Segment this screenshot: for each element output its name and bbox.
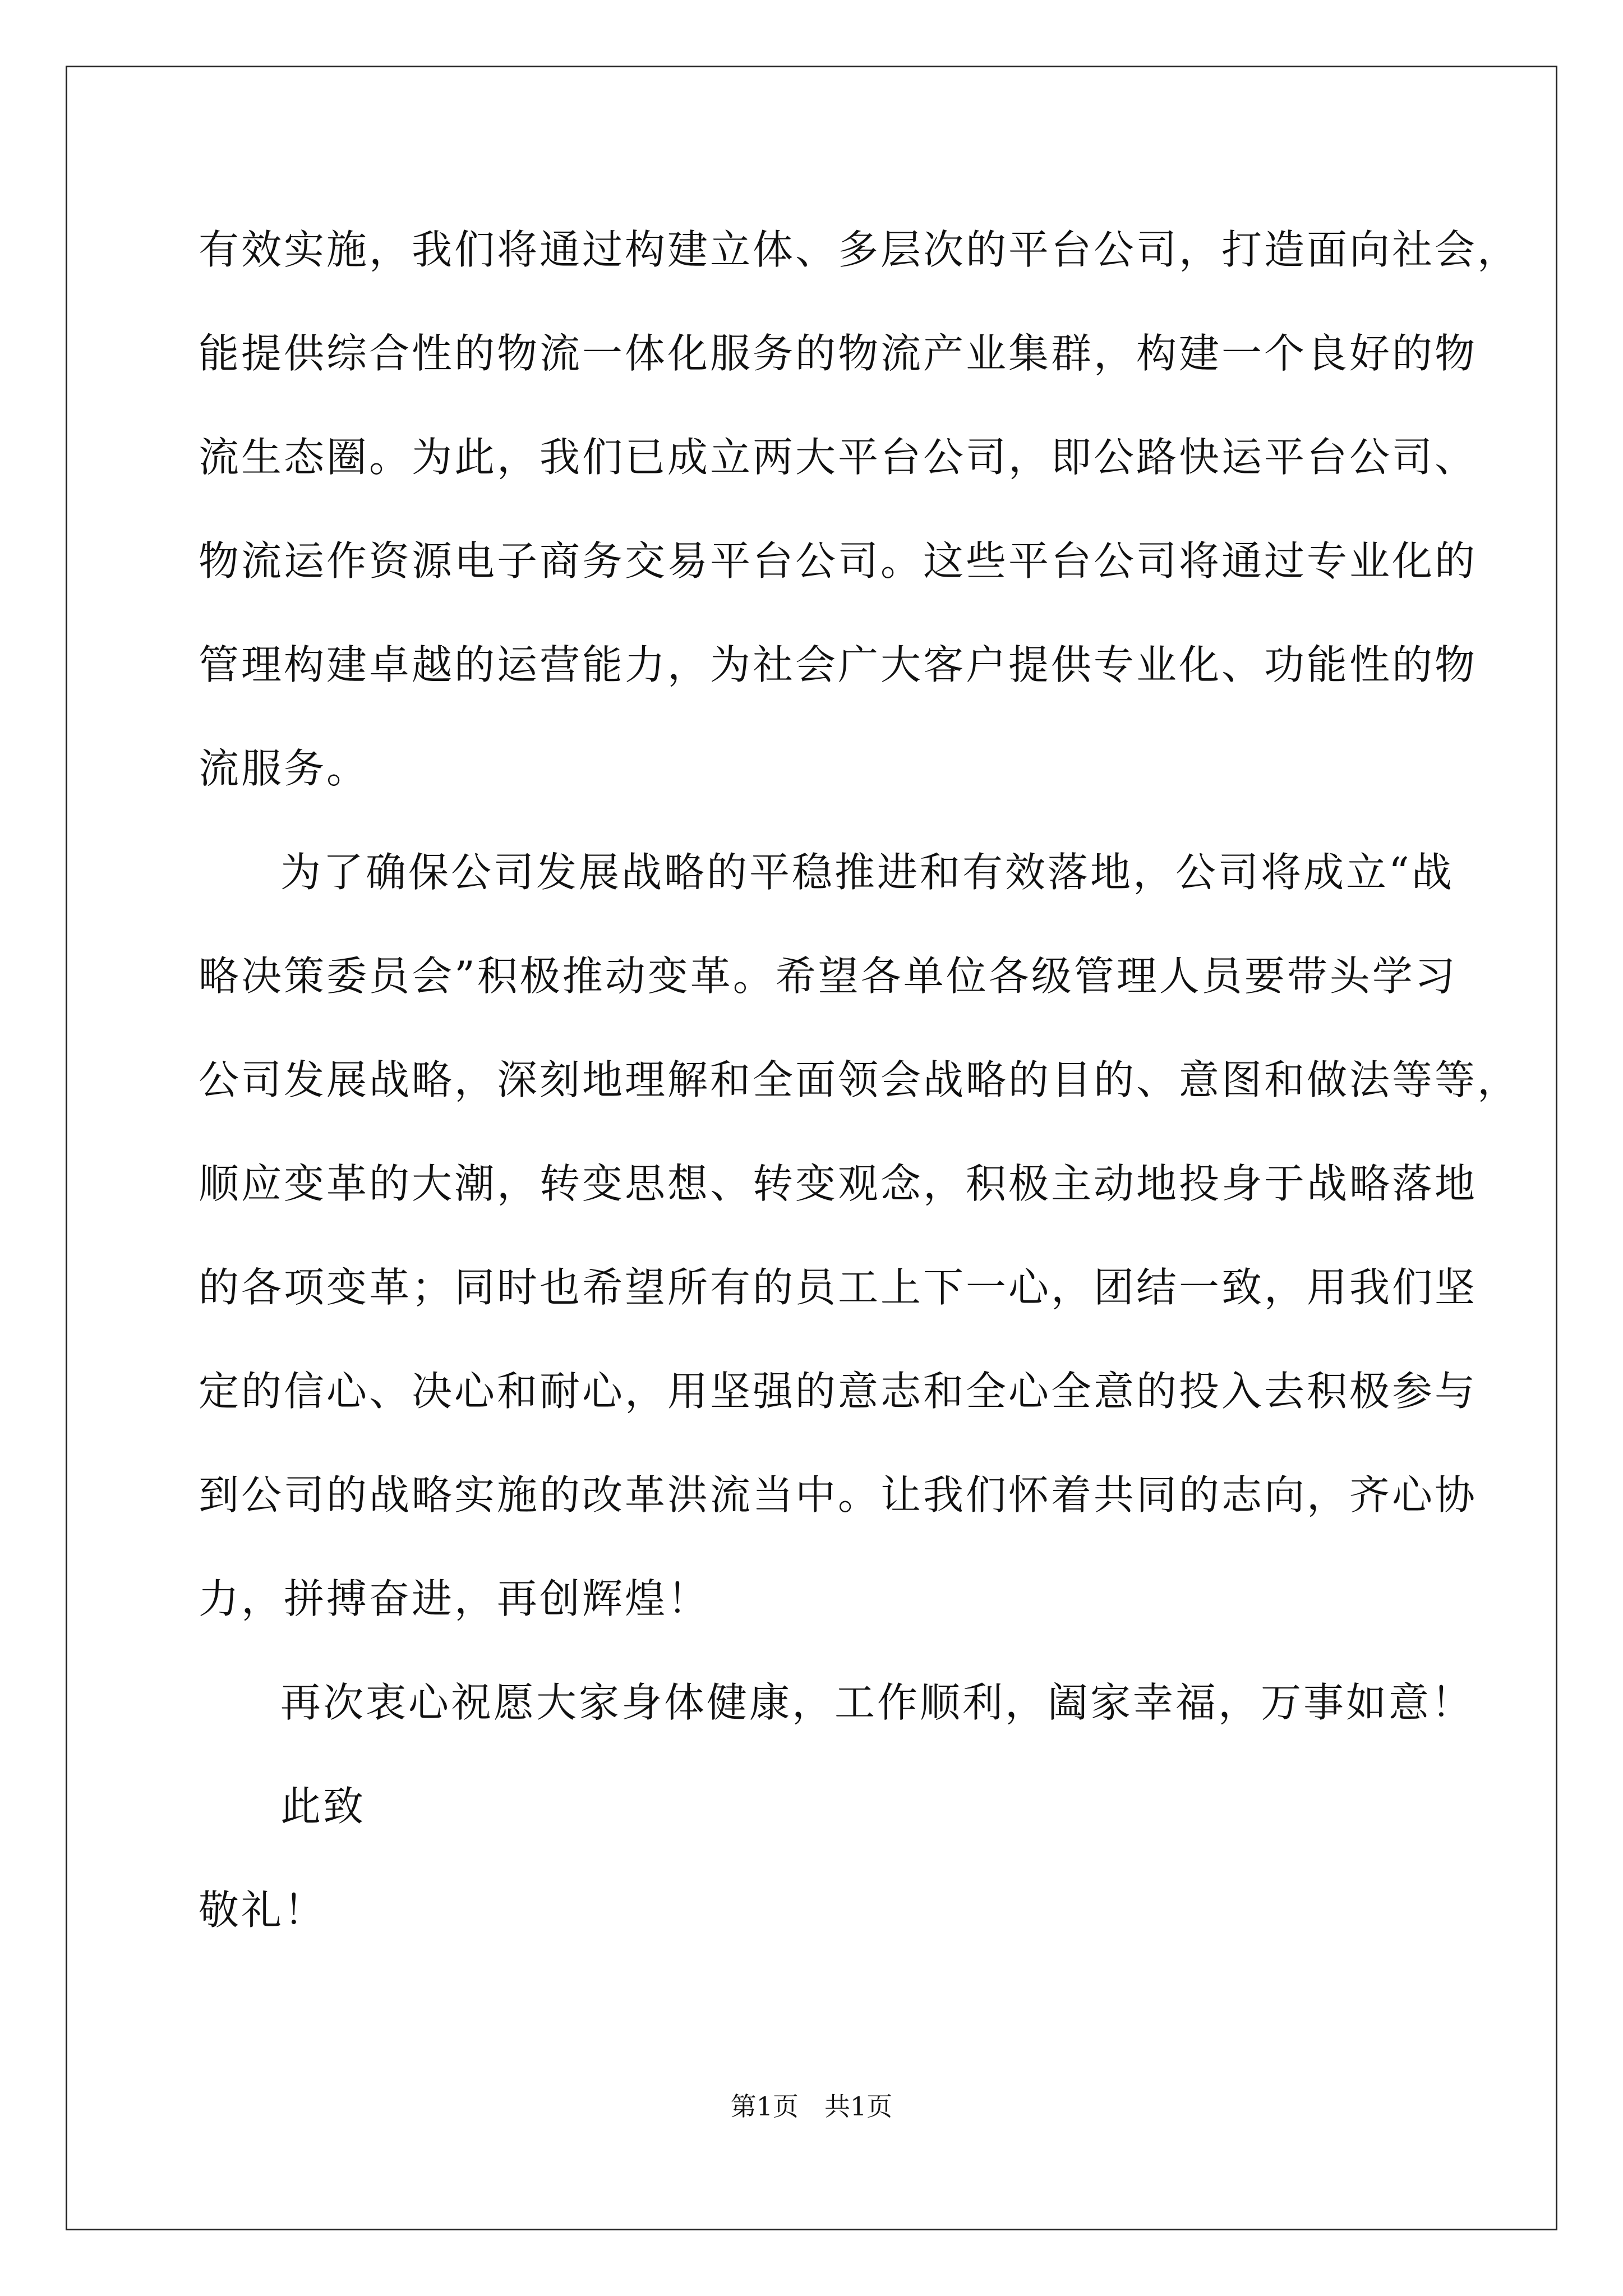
closing-regards: 敬礼！: [199, 1887, 327, 1934]
text-line: 管理构建卓越的运营能力，为社会广大客户提供专业化、功能性的物: [199, 641, 1478, 688]
page-number-footer: 第1页 共1页: [730, 2091, 893, 2122]
text-line: 物流运作资源电子商务交易平台公司。这些平台公司将通过专业化的: [199, 537, 1478, 585]
paragraph-start-line: 为了确保公司发展战略的平稳推进和有效落地，公司将成立“战: [280, 849, 1454, 896]
text-line: 公司发展战略，深刻地理解和全面领会战略的目的、意图和做法等等，: [199, 1056, 1520, 1103]
text-line: 定的信心、决心和耐心，用坚强的意志和全心全意的投入去积极参与: [199, 1368, 1478, 1415]
text-line: 的各项变革；同时也希望所有的员工上下一心，团结一致，用我们坚: [199, 1264, 1478, 1311]
text-line: 流服务。: [199, 745, 370, 792]
text-line: 能提供综合性的物流一体化服务的物流产业集群，构建一个良好的物: [199, 330, 1478, 377]
text-line: 到公司的战略实施的改革洪流当中。让我们怀着共同的志向，齐心协: [199, 1471, 1478, 1519]
closing-salutation: 此致: [280, 1783, 366, 1830]
text-line: 顺应变革的大潮，转变思想、转变观念，积极主动地投身于战略落地: [199, 1160, 1478, 1207]
closing-wishes-line: 再次衷心祝愿大家身体健康，工作顺利，阖家幸福，万事如意！: [280, 1679, 1474, 1726]
text-line: 力，拼搏奋进，再创辉煌！: [199, 1575, 711, 1622]
text-line: 流生态圈。为此，我们已成立两大平台公司，即公路快运平台公司、: [199, 434, 1478, 481]
text-line: 略决策委员会”积极推动变革。希望各单位各级管理人员要带头学习: [199, 953, 1458, 1000]
text-line: 有效实施，我们将通过构建立体、多层次的平台公司，打造面向社会，: [199, 226, 1520, 273]
